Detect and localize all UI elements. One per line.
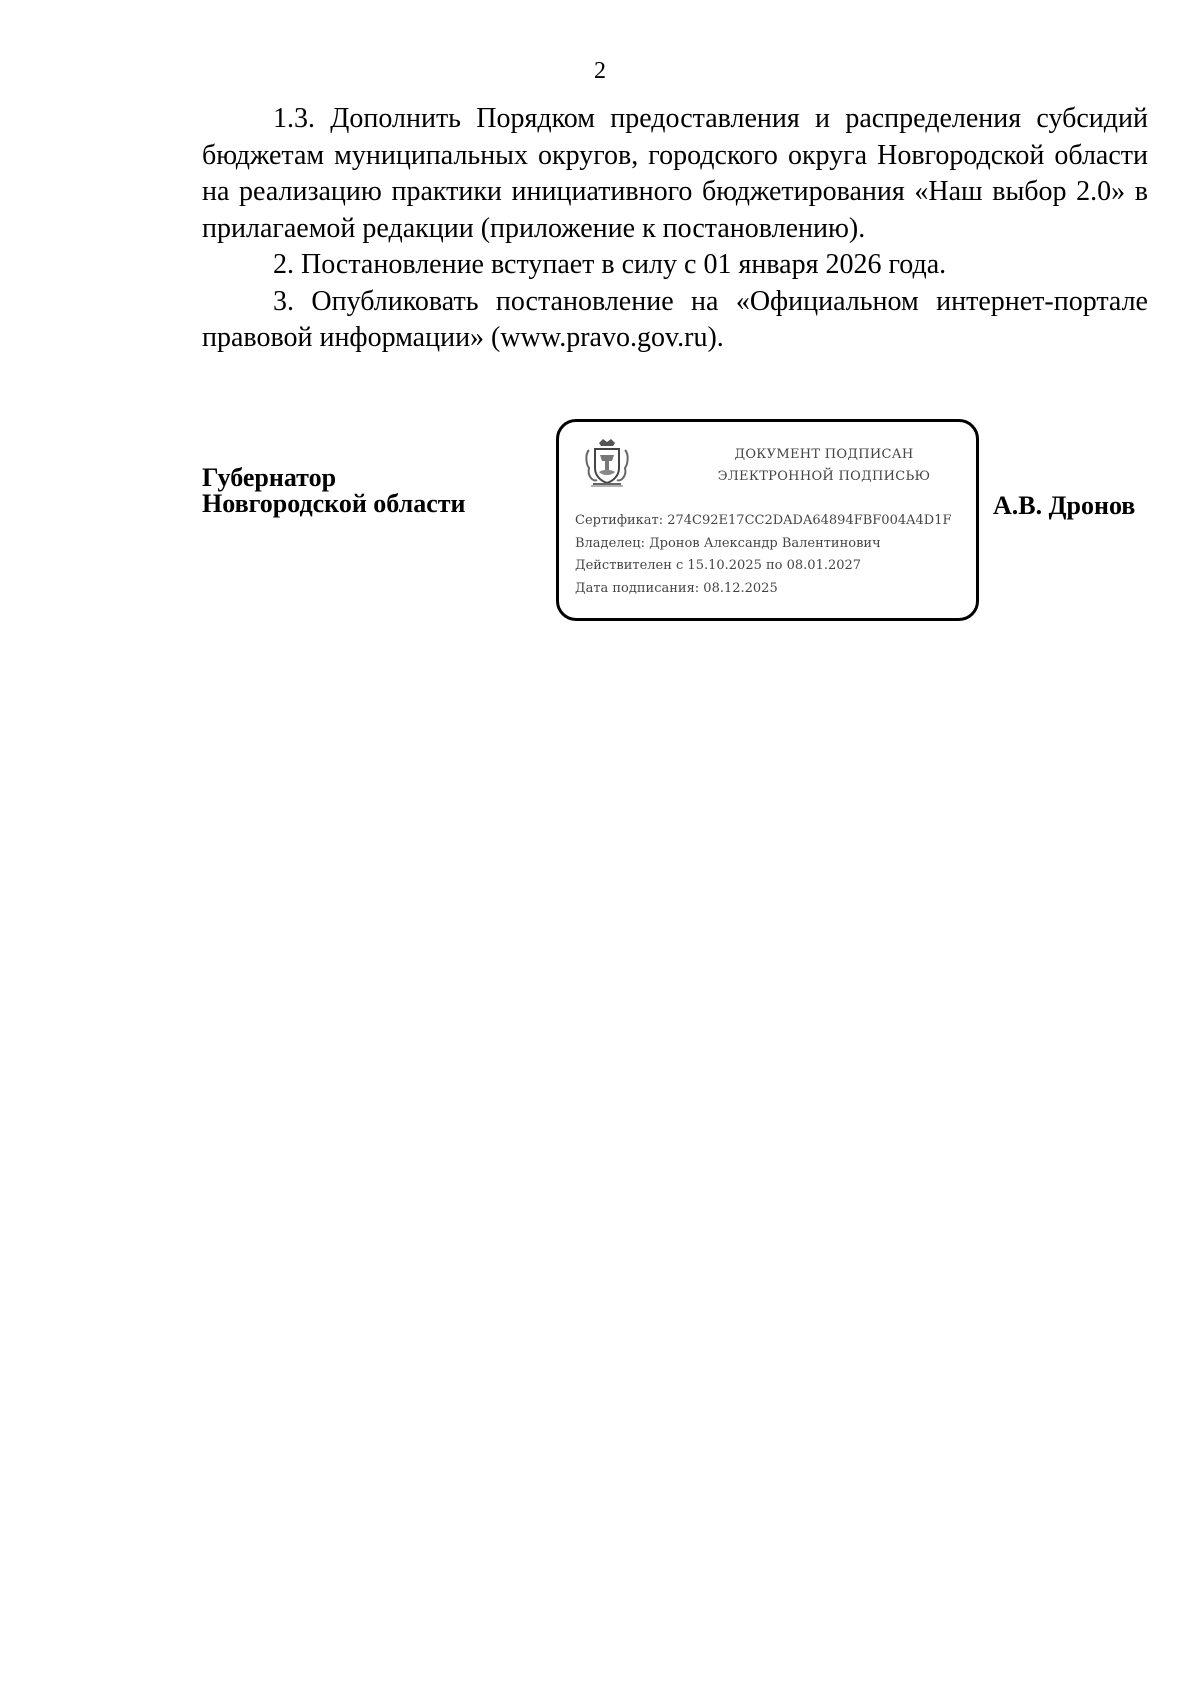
stamp-signing-date: Дата подписания: 08.12.2025 [575, 580, 778, 596]
stamp-certificate: Сертификат: 274C92E17CC2DADA64894FBF004A4D1F [575, 513, 952, 528]
paragraph-3: 3. Опубликовать постановление на «Официальном интернет-портале правовой информации» (www.pravo.gov.ru). [202, 285, 1148, 353]
page-number: 2 [594, 58, 606, 84]
coat-of-arms-icon [583, 436, 631, 490]
document-body [202, 101, 1148, 357]
signer-name: А.В. Дронов [993, 491, 1136, 520]
stamp-header-line-1: ДОКУМЕНТ ПОДПИСАН [734, 447, 914, 462]
stamp-owner: Владелец: Дронов Александр Валентинович [575, 535, 881, 551]
paragraph-2: 2. Постановление вступает в силу с 01 января 2026 года. [273, 249, 947, 280]
signer-title-line-1: Губернатор [202, 463, 337, 492]
signer-title [202, 465, 466, 517]
stamp-header-line-2: ЭЛЕКТРОННОЙ ПОДПИСЬЮ [717, 469, 931, 484]
electronic-signature-stamp [556, 419, 979, 621]
paragraph-1-3: 1.3. Дополнить Порядком предоставления и распределения субсидий бюджетам муниципальных округов, городского округа Новгородской области на реализацию практики инициативного бюджетирования «Наш выбор 2.0» в прилагаемой редакции (приложение к постановлению). [202, 103, 1148, 244]
stamp-details [575, 510, 973, 600]
stamp-validity: Действителен с 15.10.2025 по 08.01.2027 [575, 558, 862, 573]
signer-title-line-2: Новгородской области [202, 489, 466, 518]
stamp-header [679, 444, 969, 488]
